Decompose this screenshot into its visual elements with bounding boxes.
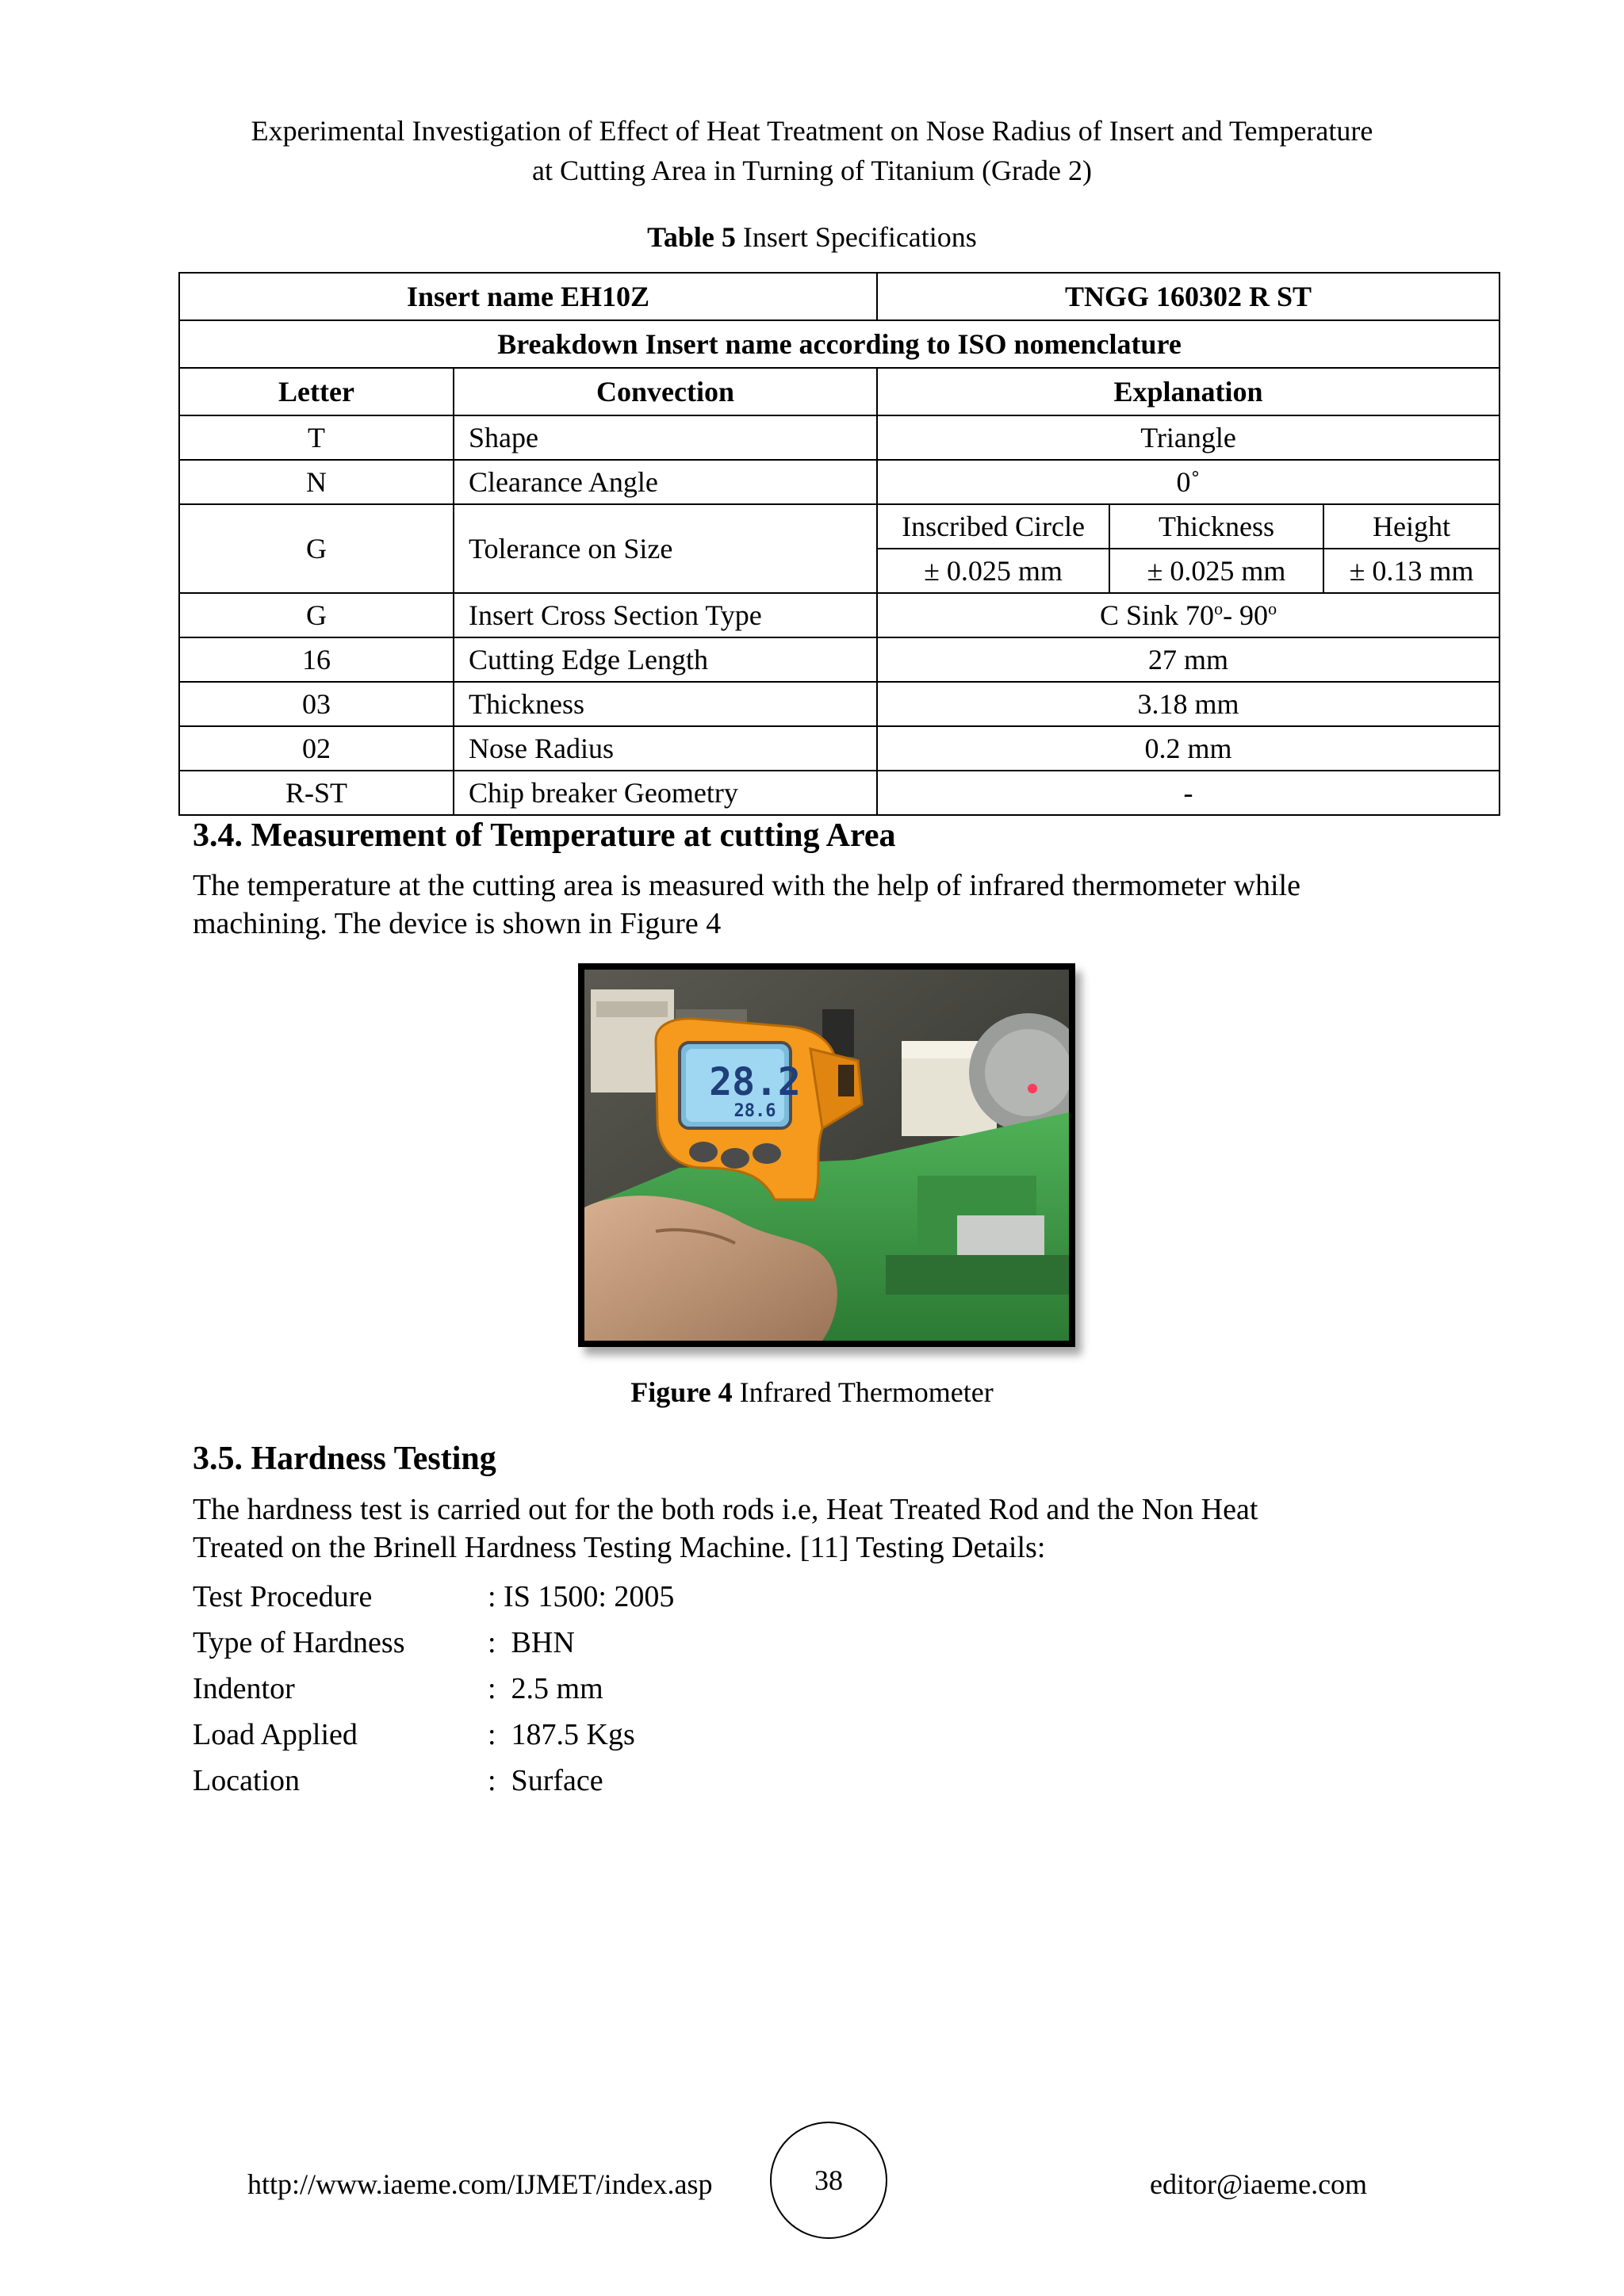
list-item bbox=[193, 1666, 986, 1712]
running-header-line2: at Cutting Area in Turning of Titanium (Grade 2) bbox=[532, 155, 1092, 186]
table-cell-explanation: 3.18 mm bbox=[877, 682, 1500, 726]
list-item bbox=[193, 1712, 986, 1758]
col-header-letter: Letter bbox=[179, 368, 454, 415]
table-cell-convection: Tolerance on Size bbox=[454, 504, 877, 593]
table-row bbox=[179, 320, 1500, 368]
table-cell-convection: Insert Cross Section Type bbox=[454, 593, 877, 637]
running-header-line1: Experimental Investigation of Effect of Heat Treatment on Nose Radius of Insert and Temperature bbox=[251, 115, 1373, 147]
table-caption-label: Table 5 bbox=[647, 221, 736, 253]
table-cell-letter: 02 bbox=[179, 726, 454, 771]
display-main-reading: 28.2 bbox=[709, 1060, 801, 1104]
table-cell-convection: Cutting Edge Length bbox=[454, 637, 877, 682]
table-row bbox=[179, 273, 1500, 320]
insert-spec-table bbox=[178, 272, 1500, 816]
table-row bbox=[179, 460, 1500, 504]
table-cell-letter: 03 bbox=[179, 682, 454, 726]
table-cell-explanation bbox=[877, 593, 1500, 637]
table-cell-explanation: 27 mm bbox=[877, 637, 1500, 682]
table-cell-explanation: - bbox=[877, 771, 1500, 815]
table-cell-convection: Nose Radius bbox=[454, 726, 877, 771]
table-row bbox=[179, 637, 1500, 682]
table-row bbox=[179, 726, 1500, 771]
table-cell-letter: 16 bbox=[179, 637, 454, 682]
detail-value: : 2.5 mm bbox=[488, 1672, 603, 1705]
table-cell-letter: T bbox=[179, 415, 454, 460]
table-cell-explanation: 0˚ bbox=[877, 460, 1500, 504]
table-cell-convection: Chip breaker Geometry bbox=[454, 771, 877, 815]
table-cell-letter: N bbox=[179, 460, 454, 504]
tolerance-subheader-inscribed-circle: Inscribed Circle bbox=[877, 504, 1109, 549]
tolerance-value-thickness: ± 0.025 mm bbox=[1109, 549, 1323, 593]
list-item bbox=[193, 1620, 986, 1666]
col-header-explanation: Explanation bbox=[877, 368, 1500, 415]
paragraph-line: Treated on the Brinell Hardness Testing Machine. [11] Testing Details: bbox=[193, 1531, 1046, 1564]
paragraph-line: The temperature at the cutting area is measured with the help of infrared thermometer while bbox=[193, 869, 1300, 902]
page-footer bbox=[0, 2122, 1624, 2241]
figure-caption-text: Infrared Thermometer bbox=[732, 1376, 994, 1408]
table-row bbox=[179, 771, 1500, 815]
section-heading-3-5: 3.5. Hardness Testing bbox=[193, 1441, 496, 1477]
thermometer-illustration bbox=[584, 970, 1069, 1341]
detail-value: : 187.5 Kgs bbox=[488, 1718, 635, 1751]
table-row bbox=[179, 593, 1500, 637]
table-cell-convection: Shape bbox=[454, 415, 877, 460]
tolerance-value-height: ± 0.13 mm bbox=[1323, 549, 1500, 593]
infrared-thermometer-photo bbox=[578, 963, 1075, 1347]
degree-sup-2: o bbox=[1268, 599, 1277, 618]
display-sub-reading: 28.6 bbox=[733, 1101, 776, 1121]
paragraph-line: The hardness test is carried out for the both rods i.e, Heat Treated Rod and the Non Heat bbox=[193, 1493, 1258, 1526]
degree-sup-1: o bbox=[1214, 599, 1224, 618]
page-number: 38 bbox=[814, 2164, 843, 2196]
section-3-4-paragraph bbox=[193, 867, 1430, 943]
detail-label: Test Procedure bbox=[193, 1580, 373, 1613]
cross-section-text-1: C Sink 70 bbox=[1100, 599, 1215, 631]
figure-caption bbox=[0, 1376, 1624, 1409]
table-caption-text: Insert Specifications bbox=[735, 221, 977, 253]
table-cell-letter: R-ST bbox=[179, 771, 454, 815]
table-cell-letter: G bbox=[179, 593, 454, 637]
detail-label: Location bbox=[193, 1764, 301, 1797]
list-item bbox=[193, 1758, 986, 1804]
testing-details-list bbox=[193, 1574, 986, 1804]
figure-caption-label: Figure 4 bbox=[630, 1376, 733, 1408]
footer-email-link[interactable]: editor@iaeme.com bbox=[1150, 2168, 1368, 2200]
table-cell-convection: Clearance Angle bbox=[454, 460, 877, 504]
detail-label: Indentor bbox=[193, 1672, 295, 1705]
breakdown-heading: Breakdown Insert name according to ISO nomenclature bbox=[179, 320, 1500, 368]
footer-url-link[interactable]: http://www.iaeme.com/IJMET/index.asp bbox=[247, 2168, 713, 2200]
insert-name-label: Insert name EH10Z bbox=[179, 273, 877, 320]
detail-label: Type of Hardness bbox=[193, 1626, 405, 1659]
cross-section-text-2: - 90 bbox=[1223, 599, 1269, 631]
list-item bbox=[193, 1574, 986, 1620]
paragraph-line: machining. The device is shown in Figure 4 bbox=[193, 907, 722, 940]
tolerance-subheader-height: Height bbox=[1323, 504, 1500, 549]
section-3-5-paragraph bbox=[193, 1490, 1430, 1567]
running-header bbox=[0, 111, 1624, 190]
detail-value: : Surface bbox=[488, 1764, 603, 1797]
table-cell-letter: G bbox=[179, 504, 454, 593]
table-cell-convection: Thickness bbox=[454, 682, 877, 726]
page-number-circle bbox=[770, 2122, 887, 2239]
table-cell-explanation: Triangle bbox=[877, 415, 1500, 460]
table-row bbox=[179, 682, 1500, 726]
detail-value: : IS 1500: 2005 bbox=[488, 1580, 675, 1613]
table-row bbox=[179, 415, 1500, 460]
section-heading-3-4: 3.4. Measurement of Temperature at cutting Area bbox=[193, 817, 896, 854]
col-header-convection: Convection bbox=[454, 368, 877, 415]
tolerance-value-inscribed-circle: ± 0.025 mm bbox=[877, 549, 1109, 593]
detail-value: : BHN bbox=[488, 1626, 575, 1659]
table-row bbox=[179, 504, 1500, 549]
table-cell-explanation: 0.2 mm bbox=[877, 726, 1500, 771]
insert-name-value: TNGG 160302 R ST bbox=[877, 273, 1500, 320]
table-caption bbox=[0, 220, 1624, 254]
table-header-row bbox=[179, 368, 1500, 415]
tolerance-subheader-thickness: Thickness bbox=[1109, 504, 1323, 549]
detail-label: Load Applied bbox=[193, 1718, 358, 1751]
